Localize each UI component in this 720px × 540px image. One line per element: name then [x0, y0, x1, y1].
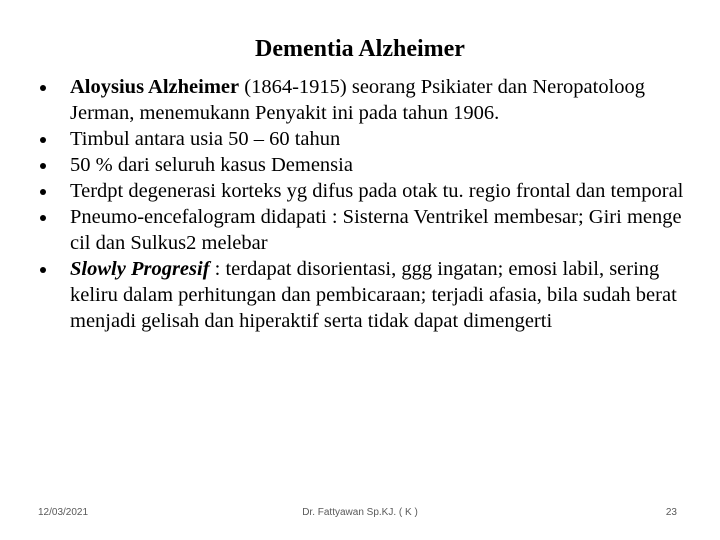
bullet-item: [38, 204, 688, 256]
bullet-dot-icon: [40, 137, 46, 143]
bullet-dot-icon: [40, 267, 46, 273]
bullet-dot-icon: [40, 85, 46, 91]
slide-title: Dementia Alzheimer: [255, 36, 465, 62]
bullet-text: 50 % dari seluruh kasus Demensia: [70, 154, 353, 176]
footer-author: Dr. Fattyawan Sp.KJ. ( K ): [302, 507, 418, 518]
bullet-item: [38, 152, 688, 178]
bullet-dot-icon: [40, 215, 46, 221]
bullet-item: [38, 256, 688, 334]
bullet-text: Pneumo-encefalogram didapati : Sisterna Ventrikel membesar; Giri menge cil dan Sulkus2 melebar: [70, 206, 682, 254]
bullet-list: [38, 74, 688, 334]
bullet-bold-text: Aloysius Alzheimer: [70, 76, 240, 98]
bullet-item: [38, 126, 688, 152]
bullet-item: [38, 178, 688, 204]
page-number: 23: [665, 507, 677, 518]
bullet-bold-italic-text: Slowly Progresif: [70, 258, 210, 280]
bullet-text: Terdpt degenerasi korteks yg difus pada otak tu. regio frontal dan temporal: [70, 180, 684, 202]
bullet-dot-icon: [40, 163, 46, 169]
footer-date: 12/03/2021: [38, 507, 89, 518]
bullet-text: Timbul antara usia 50 – 60 tahun: [70, 128, 341, 150]
bullet-text: : terdapat disorientasi, ggg ingatan; emosi labil, sering keliru dalam perhitungan dan pembicaraan; terjadi afasia, bila sudah berat menjadi gelisah dan hiperaktif serta tidak dapat dimengerti: [70, 258, 677, 332]
bullet-item: [38, 74, 688, 126]
bullet-text: (1864-1915) seorang Psikiater dan Neropatoloog Jerman, menemukann Penyakit ini pada tahun 1906.: [70, 76, 646, 124]
bullet-dot-icon: [40, 189, 46, 195]
